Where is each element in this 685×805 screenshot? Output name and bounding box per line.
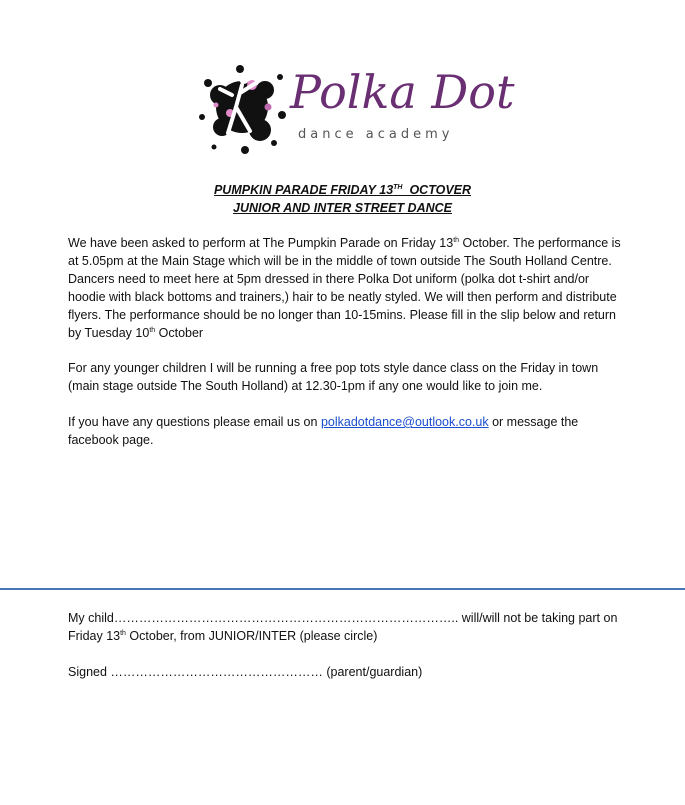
contact-text-b: or message the facebook page. — [68, 415, 579, 447]
intro-text-a: We have been asked to perform at The Pumpkin Parade on Friday 13 — [68, 236, 454, 250]
contact-paragraph — [68, 413, 628, 449]
heading-line1-tail: OCTOVER — [402, 183, 472, 197]
contact-text-a: If you have any questions please email us on — [68, 415, 321, 429]
event-heading — [0, 181, 685, 199]
email-link[interactable]: polkadotdance@outlook.co.uk — [320, 415, 489, 429]
logo-subtitle: dance academy — [298, 127, 454, 142]
intro-superscript-2: th — [149, 326, 156, 334]
younger-children-paragraph: For any younger children I will be running a free pop tots style dance class on the Friday in town (main stage outside The South Holland) at 12.30-1pm if any one would like to join me. — [68, 361, 599, 393]
logo-title: Polka Dot — [290, 65, 515, 119]
event-subheading: JUNIOR AND INTER STREET DANCE — [233, 201, 452, 215]
logo — [190, 55, 515, 165]
reply-slip-signature-line: Signed …………………………………………… (parent/guardian) — [68, 665, 423, 679]
intro-paragraph — [68, 234, 628, 342]
intro-superscript-1: th — [453, 236, 460, 244]
paint-splash-dancer-icon — [190, 55, 300, 165]
intro-text-c: October — [155, 326, 204, 340]
slip-superscript: th — [120, 629, 126, 637]
heading-superscript: TH — [393, 183, 403, 191]
reply-slip-child-line — [68, 609, 628, 645]
heading-line1-text: PUMPKIN PARADE FRIDAY 13 — [213, 183, 394, 197]
slip-text-a: My child……………………………………………………………………….. will/will not be taking part on Friday 13 — [68, 611, 618, 643]
cut-line-divider — [0, 588, 685, 590]
intro-text-b: October. The performance is at 5.05pm at the Main Stage which will be in the middle of town outside The South Holland Centre. Dancers need to meet here at 5pm dressed in there Polka Dot uniform (polka dot t-shirt and/or hoodie with black bottoms and trainers,) hair to be neatly styled. We will then perform and distribute flyers. The performance should be no longer than 10-15mins. Please fill in the slip below and return by Tuesday 10 — [68, 236, 621, 340]
slip-text-b: October, from JUNIOR/INTER (please circle) — [125, 629, 378, 643]
